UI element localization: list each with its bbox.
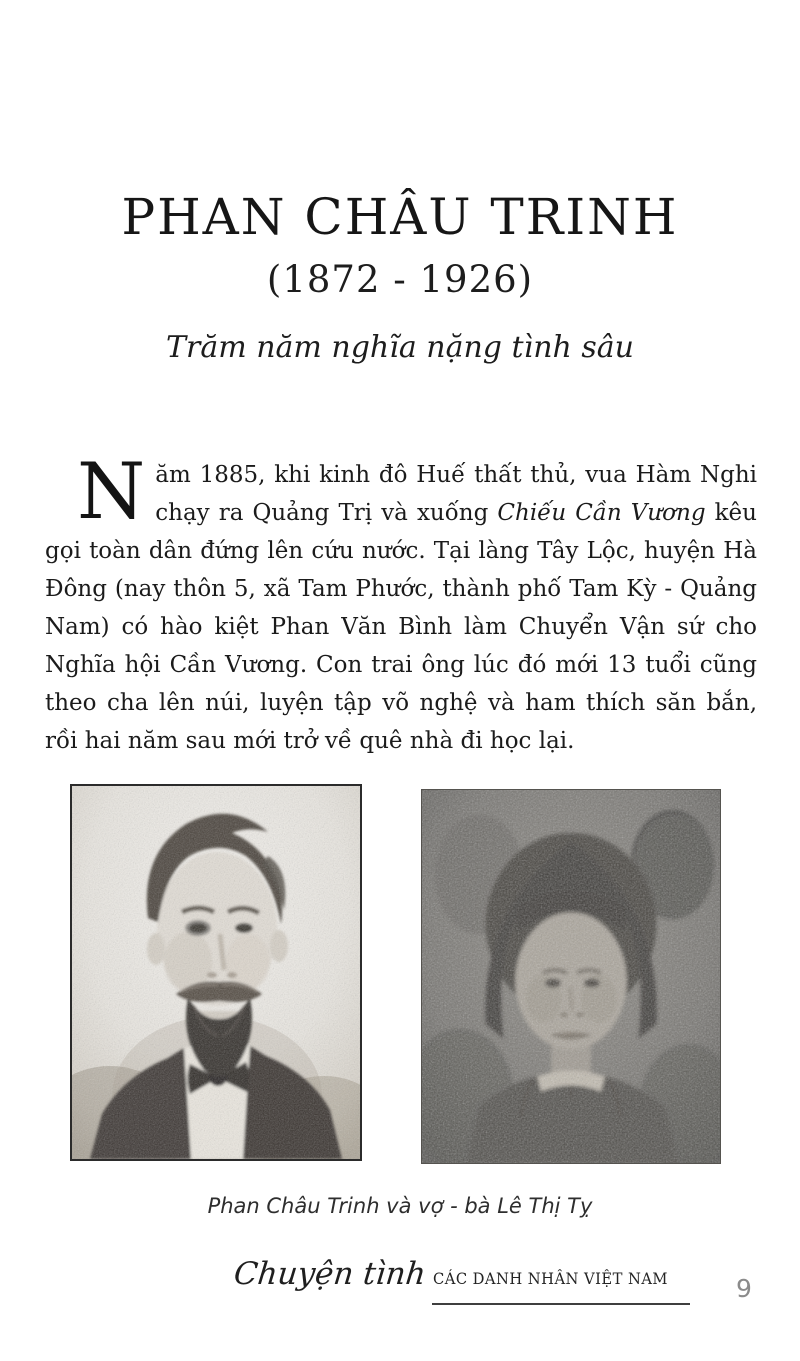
body-paragraph (45, 447, 757, 760)
portrait-photo-woman (421, 789, 721, 1164)
portrait-photo-man-image (72, 786, 360, 1159)
drop-cap: N (77, 447, 146, 537)
paragraph-italic-phrase: Chiếu Cần Vương (497, 500, 706, 526)
series-title-caps: CÁC DANH NHÂN VIỆT NAM (432, 1269, 668, 1288)
paragraph-text-1: ăm 1885, khi kinh đô Huế thất thủ, vua Hàm Nghi chạy ra Quảng Trị và xuống (155, 462, 757, 526)
page-number: 9 (736, 1274, 752, 1303)
footer-series-title (234, 1256, 688, 1292)
footer-rule (432, 1303, 690, 1305)
figure-caption: Phan Châu Trinh và vợ - bà Lê Thị Tỵ (207, 1194, 593, 1218)
portrait-photo-woman-image (422, 790, 720, 1163)
chapter-subtitle: Trăm năm nghĩa nặng tình sâu (166, 330, 634, 365)
chapter-years: (1872 - 1926) (266, 258, 534, 301)
paragraph-text-2: kêu gọi toàn dân đứng lên cứu nước. Tại làng Tây Lộc, huyện Hà Đông (nay thôn 5, xã Tam Phước, thành phố Tam Kỳ - Quảng Nam) có hào kiệt Phan Văn Bình làm Chuyển Vận sứ cho Nghĩa hội Cần Vương. Con trai ông lúc đó mới 13 tuổi cũng theo cha lên núi, luyện tập võ nghệ và ham thích săn bắn, rồi hai năm sau mới trở về quê nhà đi học lại. (45, 500, 757, 754)
chapter-title: PHAN CHÂU TRINH (121, 188, 679, 246)
portrait-photo-man (70, 784, 362, 1161)
series-title-script: Chuyện tình (232, 1256, 428, 1292)
